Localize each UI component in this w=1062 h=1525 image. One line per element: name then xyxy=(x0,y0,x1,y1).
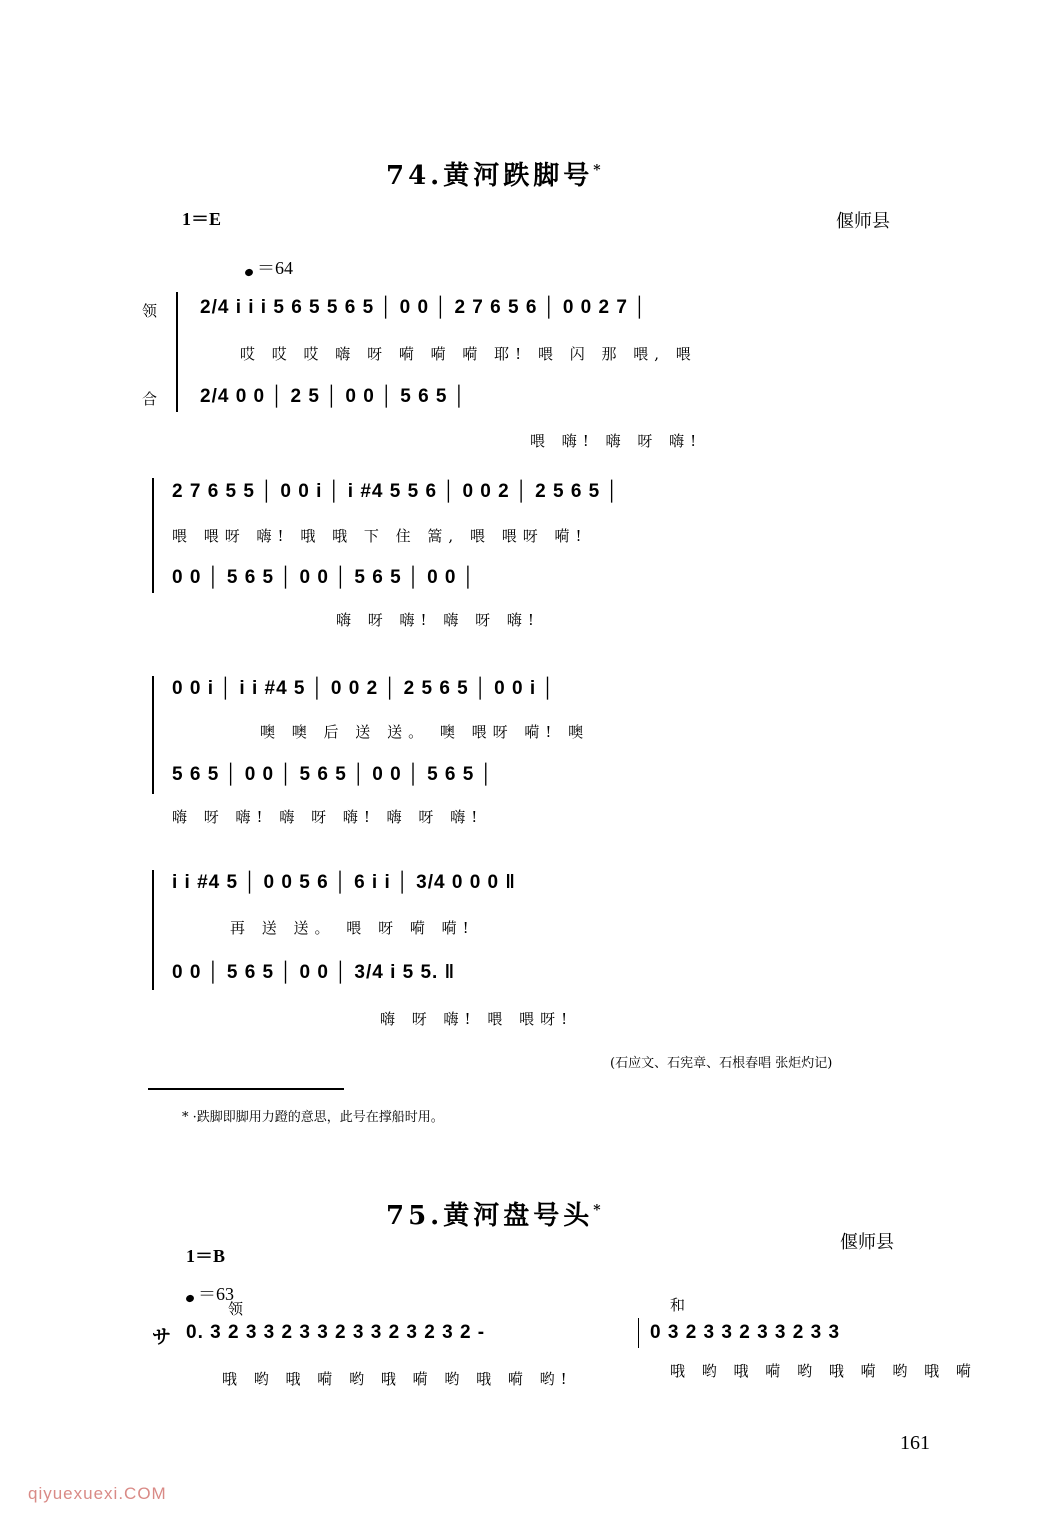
free-meter-mark: サ xyxy=(152,1327,173,1348)
quarter-note-icon xyxy=(185,1294,195,1303)
lead-lyrics-row-2: 喂 喂呀 嗨! 哦 哦 下 住 篙, 喂 喂呀 嗬! xyxy=(172,527,588,545)
song75-chorus-notes: 0 3 2 3 3 2 3 3 2 3 3 xyxy=(650,1322,841,1343)
system-brace xyxy=(152,478,154,593)
lead-lyrics-row-4: 再 送 送。 喂 呀 嗬 嗬! xyxy=(230,919,475,937)
song75-chorus-lyrics: 哦 哟 哦 嗬 哟 哦 嗬 哟 哦 嗬 xyxy=(670,1362,977,1380)
song75-lead-notes: 0. 3 2 3 3 2 3 3 2 3 3 2 3 2 3 2 - xyxy=(186,1322,486,1343)
song75-key: 1＝B xyxy=(186,1246,226,1266)
song74-region: 偃师县 xyxy=(836,211,890,231)
song74-credit: (石应文、石宪章、石根春唱 张炬灼记) xyxy=(610,1056,833,1071)
chorus-lyrics-row-4: 嗨 呀 嗨! 喂 喂呀! xyxy=(380,1010,574,1028)
lead-lyrics-row-1: 哎 哎 哎 嗨 呀 嗬 嗬 嗬 耶! 喂 闪 那 喂, 喂 xyxy=(240,345,697,363)
phrase-divider xyxy=(638,1318,639,1348)
song75-lead-lyrics: 哦 哟 哦 嗬 哟 哦 嗬 哟 哦 嗬 哟! xyxy=(222,1370,573,1388)
lead-notes-row-1: 2/4 i i i 5 6 5 5 6 5 │ 0 0 │ 2 7 6 5 6 │ 0 0 2 7 │ xyxy=(200,297,648,318)
song75-tempo: ＝63 xyxy=(186,1280,234,1306)
chorus-lyrics-row-3: 嗨 呀 嗨! 嗨 呀 嗨! 嗨 呀 嗨! xyxy=(172,808,484,826)
chorus-notes-row-1: 2/4 0 0 │ 2 5 │ 0 0 │ 5 6 5 │ xyxy=(200,386,467,407)
footnote: * ·跌脚即脚用力蹬的意思，此号在撑船时用。 xyxy=(182,1110,444,1125)
chorus-notes-row-4: 0 0 │ 5 6 5 │ 0 0 │ 3/4 i 5 5. ‖ xyxy=(172,962,456,983)
lead-lyrics-row-3: 噢 噢 后 送 送。 噢 喂呀 嗬! 噢 xyxy=(260,723,590,741)
song74-key: 1＝E xyxy=(182,209,222,229)
lead-notes-row-4: i i #4 5 │ 0 0 5 6 │ 6 i i │ 3/4 0 0 0 ‖ xyxy=(172,872,516,893)
song74-title: 74.黄河跌脚号* xyxy=(386,161,605,191)
system-brace xyxy=(152,870,154,990)
footnote-divider xyxy=(148,1088,344,1090)
chorus-notes-row-3: 5 6 5 │ 0 0 │ 5 6 5 │ 0 0 │ 5 6 5 │ xyxy=(172,764,494,785)
chorus-notes-row-2: 0 0 │ 5 6 5 │ 0 0 │ 5 6 5 │ 0 0 │ xyxy=(172,567,476,588)
song75-title: 75.黄河盘号头* xyxy=(386,1201,605,1231)
song74-tempo: ＝64 xyxy=(245,254,293,280)
site-watermark: qiyuexuexi.COM xyxy=(28,1484,167,1503)
lead-notes-row-3: 0 0 i │ i i #4 5 │ 0 0 2 │ 2 5 6 5 │ 0 0 i │ xyxy=(172,678,556,699)
system-brace xyxy=(176,292,178,412)
chorus-lyrics-row-2: 嗨 呀 嗨! 嗨 呀 嗨! xyxy=(336,611,540,629)
quarter-note-icon xyxy=(244,268,254,277)
song75-region: 偃师县 xyxy=(840,1232,894,1252)
song75-lead-label: 领 xyxy=(228,1300,244,1318)
chorus-lyrics-row-1: 喂 嗨! 嗨 呀 嗨! xyxy=(530,432,703,450)
chorus-part-label: 合 xyxy=(142,390,158,408)
page-number: 161 xyxy=(900,1432,930,1454)
lead-notes-row-2: 2 7 6 5 5 │ 0 0 i │ i #4 5 5 6 │ 0 0 2 │ 2 5 6 5 │ xyxy=(172,481,620,502)
lead-part-label: 领 xyxy=(142,302,158,320)
song75-chorus-label: 和 xyxy=(670,1296,686,1314)
system-brace xyxy=(152,676,154,794)
